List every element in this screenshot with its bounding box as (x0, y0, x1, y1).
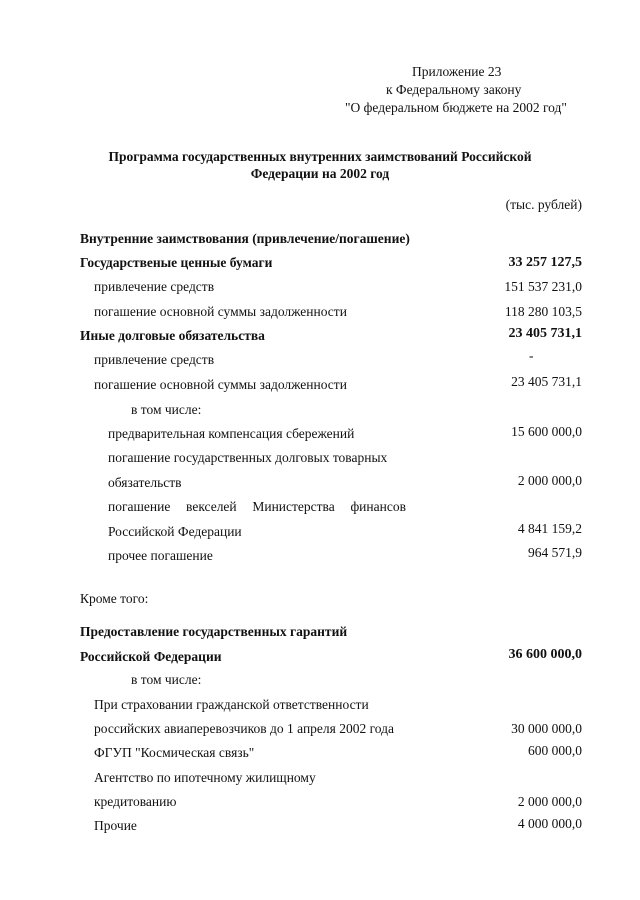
bills-word-3: Министерства (252, 499, 335, 514)
guarantees-value: 36 600 000,0 (508, 647, 582, 662)
law-reference: к Федеральному закону (386, 82, 522, 97)
misc-repay-label: прочее погашение (108, 548, 213, 563)
space-comm-label: ФГУП "Космическая связь" (94, 745, 255, 760)
compensation-label: предварительная компенсация сбережений (108, 426, 355, 441)
goods-obligations-label-2: обязательств (108, 475, 182, 490)
including-label-1: в том числе: (131, 402, 202, 417)
misc-repay-value: 964 571,9 (528, 545, 582, 560)
gcb-attract-value: 151 537 231,0 (504, 279, 582, 294)
other-repay-label: погашение основной суммы задолженности (94, 377, 347, 392)
aviation-label-1: При страховании гражданской ответственности (94, 697, 369, 712)
mortgage-label-1: Агентство по ипотечному жилищному (94, 770, 316, 785)
including-label-2: в том числе: (131, 672, 202, 687)
gcb-value: 33 257 127,5 (508, 255, 582, 270)
gcb-repay-value: 118 280 103,5 (504, 304, 582, 319)
mortgage-label-2: кредитованию (94, 794, 177, 809)
besides-label: Кроме того: (80, 591, 149, 606)
other-value: 23 405 731,1 (508, 326, 582, 341)
other-repay-value: 23 405 731,1 (511, 374, 582, 389)
space-comm-value: 600 000,0 (528, 743, 582, 758)
bills-word-4: финансов (350, 499, 406, 514)
others-value: 4 000 000,0 (517, 816, 582, 831)
guarantees-label-2: Российской Федерации (80, 649, 222, 664)
other-attract-label: привлечение средств (94, 352, 215, 367)
law-title: "О федеральном бюджете на 2002 год" (345, 100, 567, 115)
appendix-number: Приложение 23 (412, 64, 502, 79)
bills-label-2: Российской Федерации (108, 524, 242, 539)
bills-label-1 (108, 500, 406, 514)
bills-word-1: погашение (108, 499, 171, 514)
aviation-label-2: российских авиаперевозчиков до 1 апреля 2002 года (94, 721, 395, 736)
compensation-value: 15 600 000,0 (511, 424, 582, 439)
bills-value: 4 841 159,2 (517, 521, 582, 536)
others-label: Прочие (94, 818, 137, 833)
bills-word-2: векселей (186, 499, 237, 514)
other-attract-value: - (529, 348, 534, 363)
other-label: Иные долговые обязательства (80, 328, 265, 343)
document-title-line-2: Федерации на 2002 год (250, 166, 390, 181)
gcb-label: Государственые ценные бумаги (80, 255, 273, 270)
document-title-line-1: Программа государственных внутренних заимствований Российской (108, 149, 532, 164)
gcb-attract-label: привлечение средств (94, 279, 215, 294)
guarantees-label-1: Предоставление государственных гарантий (80, 624, 348, 639)
units-label: (тыс. рублей) (505, 197, 582, 212)
gcb-repay-label: погашение основной суммы задолженности (94, 304, 347, 319)
aviation-value: 30 000 000,0 (511, 721, 582, 736)
section-heading: Внутренние заимствования (привлечение/погашение) (80, 231, 410, 246)
goods-obligations-label-1: погашение государственных долговых товарных (108, 450, 388, 465)
goods-obligations-value: 2 000 000,0 (517, 473, 582, 488)
mortgage-value: 2 000 000,0 (517, 794, 582, 809)
